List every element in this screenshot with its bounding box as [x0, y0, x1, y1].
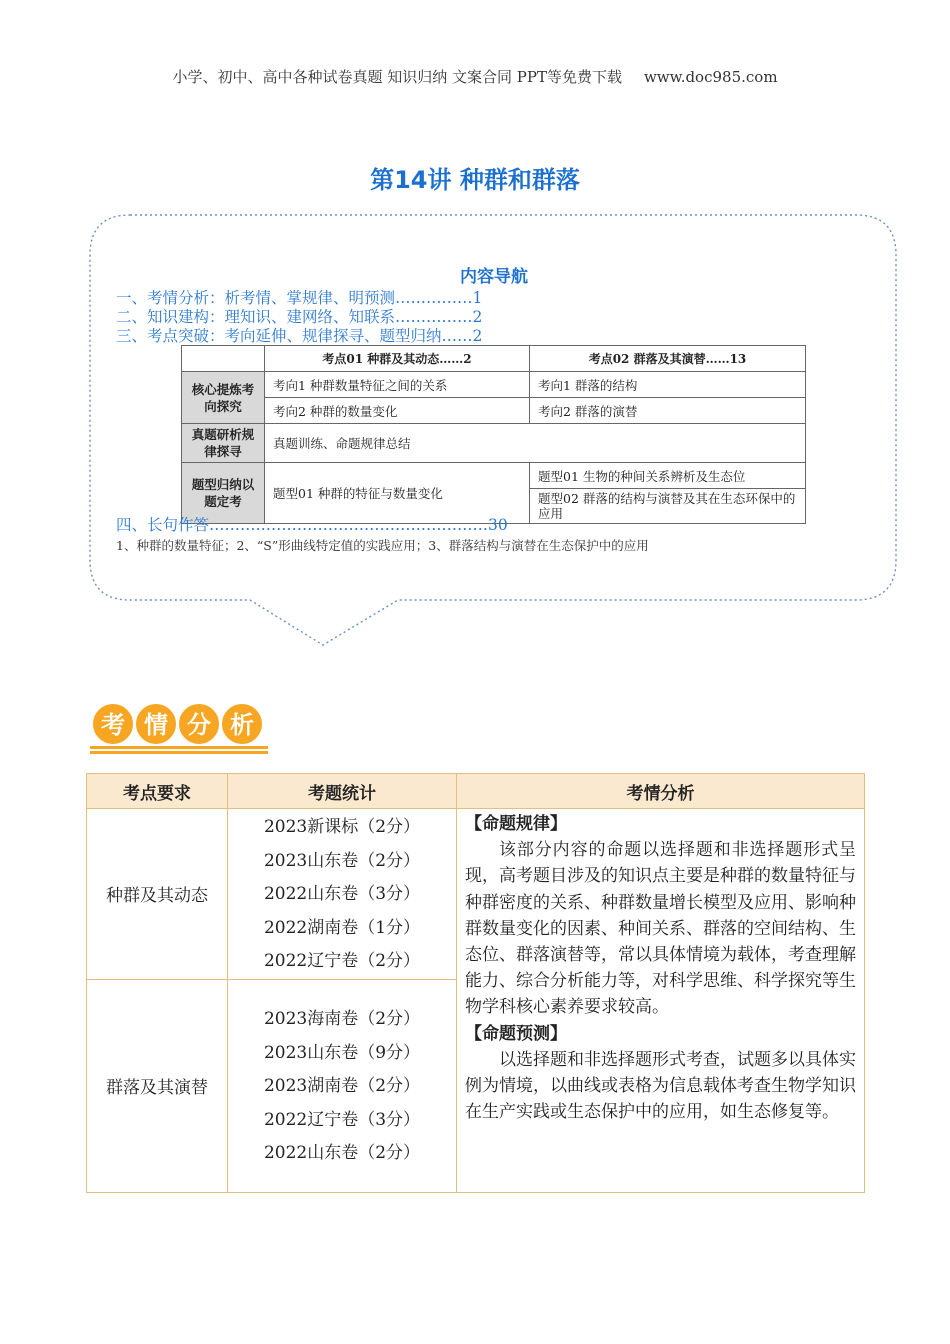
predict-text: 以选择题和非选择题形式考查，试题多以具体实例为情境，以曲线或表格为信息载体考查生物学知识在生产实践或生态保护中的应用，如生态修复等。 [465, 1049, 856, 1123]
stat-item: 2023海南卷（2分） [263, 1008, 421, 1029]
rule-heading: 【命题规律】 [465, 814, 567, 834]
nav-type-right-2[interactable]: 题型02 群落的结构与演替及其在生态环保中的应用 [530, 489, 806, 524]
analysis-header-topic: 考点要求 [87, 774, 228, 809]
nav-table [181, 345, 806, 524]
nav-research-text[interactable]: 真题训练、命题规律总结 [265, 424, 806, 463]
nav-table-corner [182, 346, 265, 372]
stat-item: 2023山东卷（2分） [263, 850, 421, 871]
stat-item: 2023山东卷（9分） [263, 1042, 421, 1063]
rule-text: 该部分内容的命题以选择题和非选择题形式呈现，高考题目涉及的知识点主要是种群的数量特征与种群密度的关系、种群数量增长模型及应用、影响种群数量变化的因素、种间关系、群落的空间结构、生态位、群落演替等，常以具体情境为载体，考查理解能力、综合分析能力等，对科学思维、科学探究等生物学科核心素养要求较高。 [465, 840, 856, 1018]
stat-item: 2022辽宁卷（2分） [263, 951, 421, 972]
predict-heading: 【命题预测】 [465, 1023, 567, 1044]
badge-char-2: 情 [144, 711, 168, 739]
nav-type-left[interactable]: 题型01 种群的特征与数量变化 [265, 463, 530, 524]
nav-type-label: 题型归纳以题定考 [182, 463, 265, 524]
badge-char-3: 分 [187, 711, 211, 739]
page-title: 第14讲 种群和群落 [370, 166, 580, 194]
stat-item: 2023湖南卷（2分） [263, 1076, 421, 1097]
nav-core-2b[interactable]: 考向2 群落的演替 [530, 398, 806, 424]
stat-item: 2023新课标（2分） [263, 817, 421, 837]
nav-core-label: 核心提炼考向探究 [182, 372, 265, 424]
badge-char-4: 析 [230, 711, 254, 739]
stat-item: 2022山东卷（2分） [263, 1143, 421, 1164]
page-header [0, 66, 950, 87]
stats-cell-2 [228, 979, 457, 1192]
topic-cell-2: 群落及其演替 [87, 979, 228, 1192]
analysis-header-analysis: 考情分析 [457, 774, 865, 809]
nav-col1-header[interactable]: 考点01 种群及其动态……2 [265, 346, 530, 372]
topic-cell-1: 种群及其动态 [87, 809, 228, 980]
stat-item: 2022山东卷（3分） [263, 884, 421, 905]
nav-col2-header[interactable]: 考点02 群落及其演替……13 [530, 346, 806, 372]
nav-line-4[interactable]: 四、长句作答………………………………………………30 [116, 516, 508, 534]
nav-note: 1、种群的数量特征；2、“S”形曲线特定值的实践应用；3、群落结构与演替在生态保护中的应用 [116, 538, 649, 553]
nav-title: 内容导航 [460, 267, 528, 287]
nav-line-2[interactable]: 二、知识建构：理知识、建网络、知联系……………2 [116, 308, 483, 326]
stat-item: 2022湖南卷（1分） [263, 917, 421, 938]
analysis-header-stats: 考题统计 [228, 774, 457, 809]
badge-char-1: 考 [101, 711, 125, 739]
header-site: www.doc985.com [643, 68, 778, 86]
header-text: 小学、初中、高中各种试卷真题 知识归纳 文案合同 PPT等免费下载 [172, 68, 622, 86]
nav-line-3[interactable]: 三、考点突破：考向延伸、规律探寻、题型归纳……2 [116, 327, 483, 345]
analysis-cell [457, 809, 865, 1193]
stats-cell-1 [228, 809, 457, 980]
nav-core-2a[interactable]: 考向2 种群的数量变化 [265, 398, 530, 424]
stat-item: 2022辽宁卷（3分） [263, 1109, 421, 1130]
nav-core-1a[interactable]: 考向1 种群数量特征之间的关系 [265, 372, 530, 398]
analysis-table [86, 773, 865, 1193]
nav-core-1b[interactable]: 考向1 群落的结构 [530, 372, 806, 398]
section-badge [86, 700, 272, 758]
nav-research-label: 真题研析规律探寻 [182, 424, 265, 463]
nav-line-1[interactable]: 一、考情分析：析考情、掌规律、明预测……………1 [116, 289, 483, 307]
nav-type-right-1[interactable]: 题型01 生物的种间关系辨析及生态位 [530, 463, 806, 489]
